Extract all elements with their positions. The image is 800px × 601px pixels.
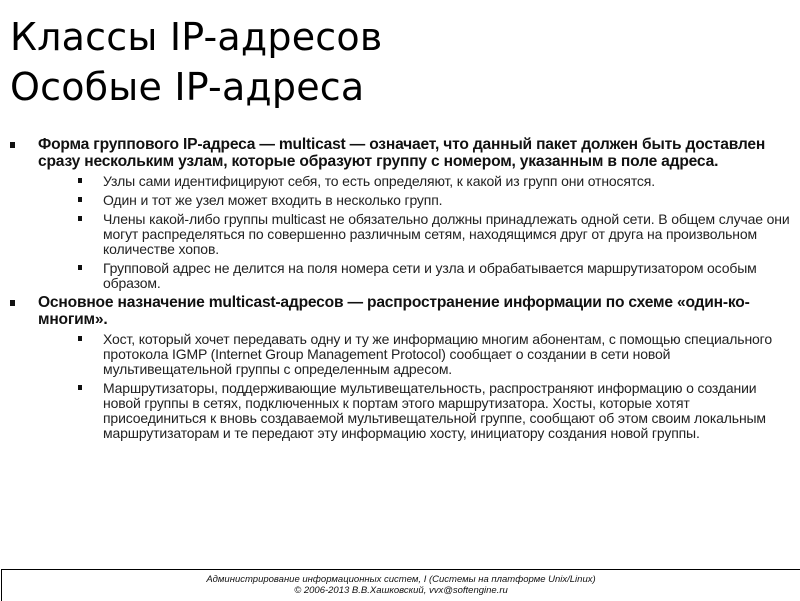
sub-bullet-text: Узлы сами идентифицируют себя, то есть определяют, к какой из групп они относятся. — [103, 173, 655, 189]
sub-bullet-item — [38, 332, 793, 377]
bullet-text: Основное назначение multicast-адресов — распространение информации по схеме «один-ко-многим». — [38, 294, 750, 328]
slide-title — [10, 12, 382, 112]
square-bullet-icon — [78, 336, 82, 341]
footer-copyright: © 2006-2013 В.В.Хашковский, vvx@softengine.ru — [294, 585, 508, 596]
bullet-item — [8, 137, 793, 291]
square-bullet-icon — [78, 385, 82, 390]
sub-bullet-item — [38, 212, 793, 257]
square-bullet-icon — [10, 300, 15, 306]
square-bullet-icon — [78, 265, 82, 270]
square-bullet-icon — [78, 178, 82, 183]
footer-course-title: Администрирование информационных систем, I (Системы на платформе Unix/Linux) — [206, 574, 596, 585]
sub-bullet-item — [38, 261, 793, 291]
square-bullet-icon — [78, 216, 82, 221]
sub-bullet-text: Маршрутизаторы, поддерживающие мультивещательность, распространяют информацию о создании новой группы в сетях, подключенных к портам этого маршрутизатора. Хосты, которые хотят присоединиться к вновь создаваемой мультивещательной группе, сообщают об этом своим локальным маршрутизаторам и те передают эту информацию хосту, инициатору создания новой группы. — [103, 380, 766, 441]
sub-bullet-text: Хост, который хочет передавать одну и ту же информацию многим абонентам, с помощью специального протокола IGMP (Internet Group Management Protocol) сообщает о создании в сети новой мультивещательной группы с определенным адресом. — [103, 331, 772, 377]
sub-bullet-item — [38, 174, 793, 189]
sub-bullet-text: Групповой адрес не делится на поля номера сети и узла и обрабатывается маршрутизатором особым образом. — [103, 260, 757, 291]
sub-bullet-text: Один и тот же узел может входить в несколько групп. — [103, 192, 443, 208]
sub-bullet-text: Члены какой-либо группы multicast не обязательно должны принадлежать одной сети. В общем случае они могут распределяться по совершенно различным сетям, находящимся друг от друга на произвольном количестве хопов. — [103, 211, 790, 257]
slide-content — [8, 137, 793, 445]
title-line-1: Классы IP-адресов — [10, 15, 383, 59]
square-bullet-icon — [78, 197, 82, 202]
sub-bullet-item — [38, 193, 793, 208]
bullet-text: Форма группового IP-адреса — multicast — означает, что данный пакет должен быть доставлен сразу нескольким узлам, которые образуют группу с номером, указанным в поле адреса. — [38, 136, 766, 170]
title-line-2: Особые IP-адреса — [10, 65, 365, 109]
sub-bullet-list — [38, 332, 793, 441]
slide-footer — [1, 569, 800, 601]
sub-bullet-list — [38, 174, 793, 291]
square-bullet-icon — [10, 142, 15, 148]
bullet-item — [8, 295, 793, 441]
bullet-list — [8, 137, 793, 441]
sub-bullet-item — [38, 381, 793, 441]
